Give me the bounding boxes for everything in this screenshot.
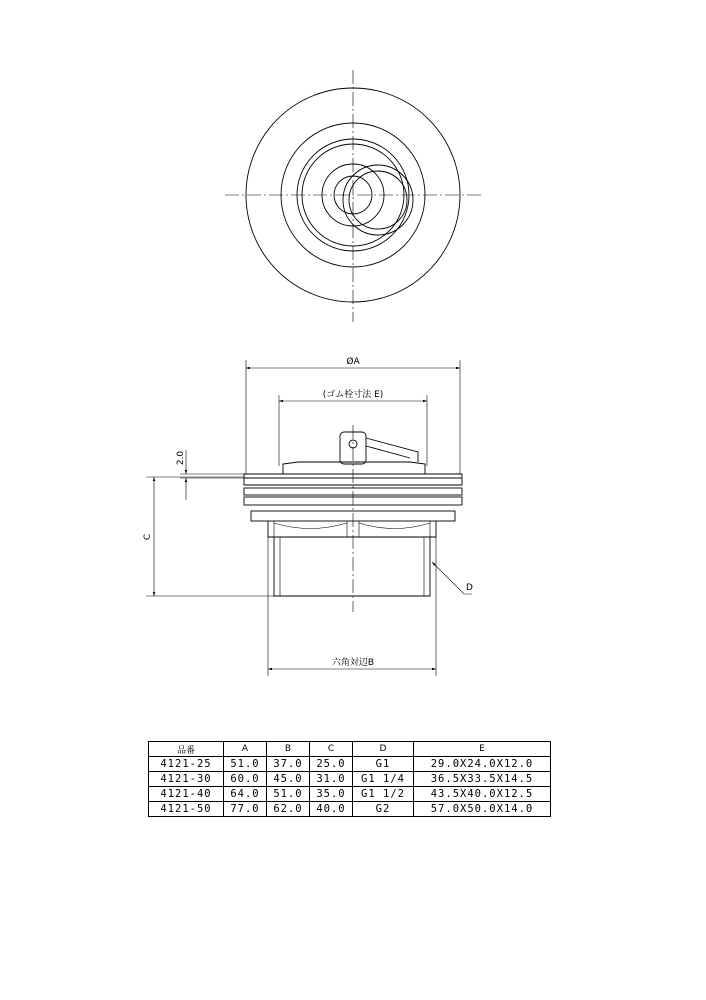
cell-b: 37.0 [267, 757, 310, 772]
cell-d: G1 1/4 [353, 772, 414, 787]
cell-a: 51.0 [224, 757, 267, 772]
table-row [149, 772, 551, 787]
dim-label-a: ØA [346, 357, 360, 367]
cell-a: 60.0 [224, 772, 267, 787]
header-part-number: 品番 [149, 742, 224, 757]
hex-body [268, 521, 436, 537]
cell-part-number: 4121-40 [149, 787, 224, 802]
cell-a: 77.0 [224, 802, 267, 817]
cell-c: 31.0 [310, 772, 353, 787]
cell-d: G1 [353, 757, 414, 772]
plug-chain [366, 438, 418, 462]
cell-e: 43.5X40.0X12.5 [414, 787, 551, 802]
dim-label-c: C [143, 533, 153, 541]
cell-b: 45.0 [267, 772, 310, 787]
cell-e: 57.0X50.0X14.0 [414, 802, 551, 817]
cell-d: G2 [353, 802, 414, 817]
header-a: A [224, 742, 267, 757]
dim-label-thickness: 2.0 [176, 450, 186, 466]
ring-pull-outer [343, 165, 413, 235]
dim-label-b: 六角対辺B [331, 658, 375, 668]
cell-part-number: 4121-30 [149, 772, 224, 787]
table-header-row [149, 742, 551, 757]
cell-e: 36.5X33.5X14.5 [414, 772, 551, 787]
cell-e: 29.0X24.0X12.0 [414, 757, 551, 772]
cell-a: 64.0 [224, 787, 267, 802]
cell-c: 35.0 [310, 787, 353, 802]
cell-b: 51.0 [267, 787, 310, 802]
header-c: C [310, 742, 353, 757]
header-b: B [267, 742, 310, 757]
dim-label-e: (ゴム栓寸法 E) [322, 390, 384, 400]
cell-d: G1 1/2 [353, 787, 414, 802]
header-d: D [353, 742, 414, 757]
cell-part-number: 4121-25 [149, 757, 224, 772]
cell-c: 40.0 [310, 802, 353, 817]
top-view [225, 70, 482, 322]
table-row [149, 802, 551, 817]
ring-pull-inner [349, 171, 407, 229]
side-view [143, 356, 473, 676]
cell-b: 62.0 [267, 802, 310, 817]
table-row [149, 757, 551, 772]
table-row [149, 787, 551, 802]
dim-label-d: D [466, 583, 473, 593]
cell-part-number: 4121-50 [149, 802, 224, 817]
cell-c: 25.0 [310, 757, 353, 772]
header-e: E [414, 742, 551, 757]
threaded-pipe [274, 537, 430, 596]
spec-table [148, 741, 551, 817]
